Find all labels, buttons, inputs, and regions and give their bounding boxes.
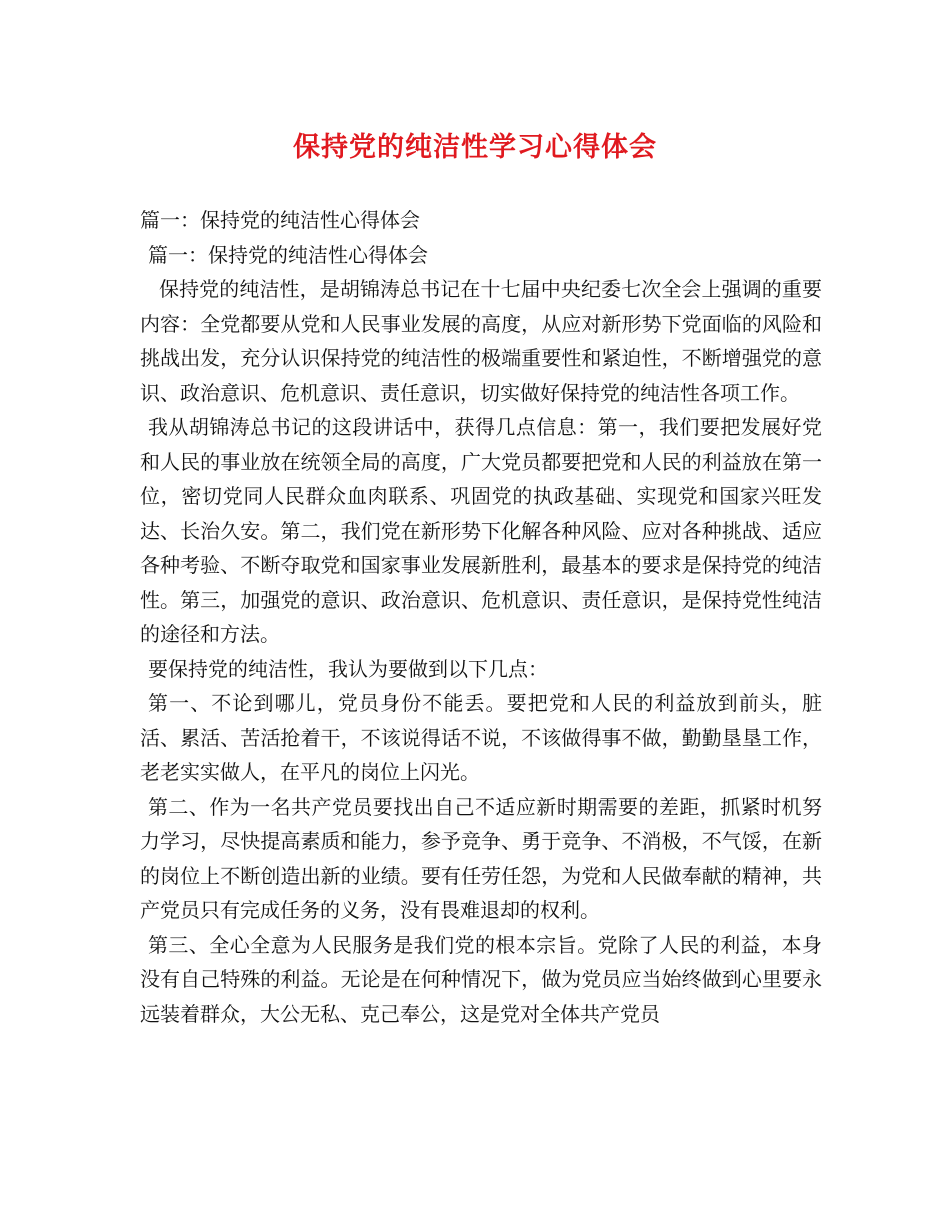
paragraph: 要保持党的纯洁性，我认为要做到以下几点： [148, 656, 548, 681]
paragraph: 第一、不论到哪儿，党员身份不能丢。要把党和人民的利益放到前头，脏活、累活、苦活抢着干，不该说得话不说，不该做得事不做，勤勤垦垦工作，老老实实做人，在平凡的岗位上闪光。 [140, 691, 822, 784]
paragraph: 第三、全心全意为人民服务是我们党的根本宗旨。党除了人民的利益，本身没有自己特殊的利益。无论是在何种情况下，做为党员应当始终做到心里要永远装着群众，大公无私、克己奉公，这是党对全体共产党员 [140, 932, 822, 1026]
paragraph: 我从胡锦涛总书记的这段讲话中，获得几点信息：第一，我们要把发展好党和人民的事业放在统领全局的高度，广大党员都要把党和人民的利益放在第一位，密切党同人民群众血肉联系、巩固党的执政基础、实现党和国家兴旺发达、长治久安。第二，我们党在新形势下化解各种风险、应对各种挑战、适应各种考验、不断夺取党和国家事业发展新胜利，最基本的要求是保持党的纯洁性。第三，加强党的意识、政治意识、危机意识、责任意识，是保持党性纯洁的途径和方法。 [140, 415, 822, 646]
subsection-heading: 篇一：保持党的纯洁性心得体会 [148, 242, 428, 267]
paragraph: 保持党的纯洁性，是胡锦涛总书记在十七届中央纪委七次全会上强调的重要内容：全党都要从党和人民事业发展的高度，从应对新形势下党面临的风险和挑战出发，充分认识保持党的纯洁性的极端重要性和紧迫性，不断增强党的意识、政治意识、危机意识、责任意识，切实做好保持党的纯洁性各项工作。 [140, 277, 822, 405]
paragraph: 第二、作为一名共产党员要找出自己不适应新时期需要的差距，抓紧时机努力学习，尽快提高素质和能力，参予竞争、勇于竞争、不消极，不气馁，在新的岗位上不断创造出新的业绩。要有任劳任怨，为党和人民做奉献的精神，共产党员只有完成任务的义务，没有畏难退却的权利。 [140, 794, 822, 922]
document-body [140, 203, 822, 1031]
section-heading: 篇一：保持党的纯洁性心得体会 [140, 208, 420, 232]
document-title: 保持党的纯洁性学习心得体会 [293, 132, 657, 163]
